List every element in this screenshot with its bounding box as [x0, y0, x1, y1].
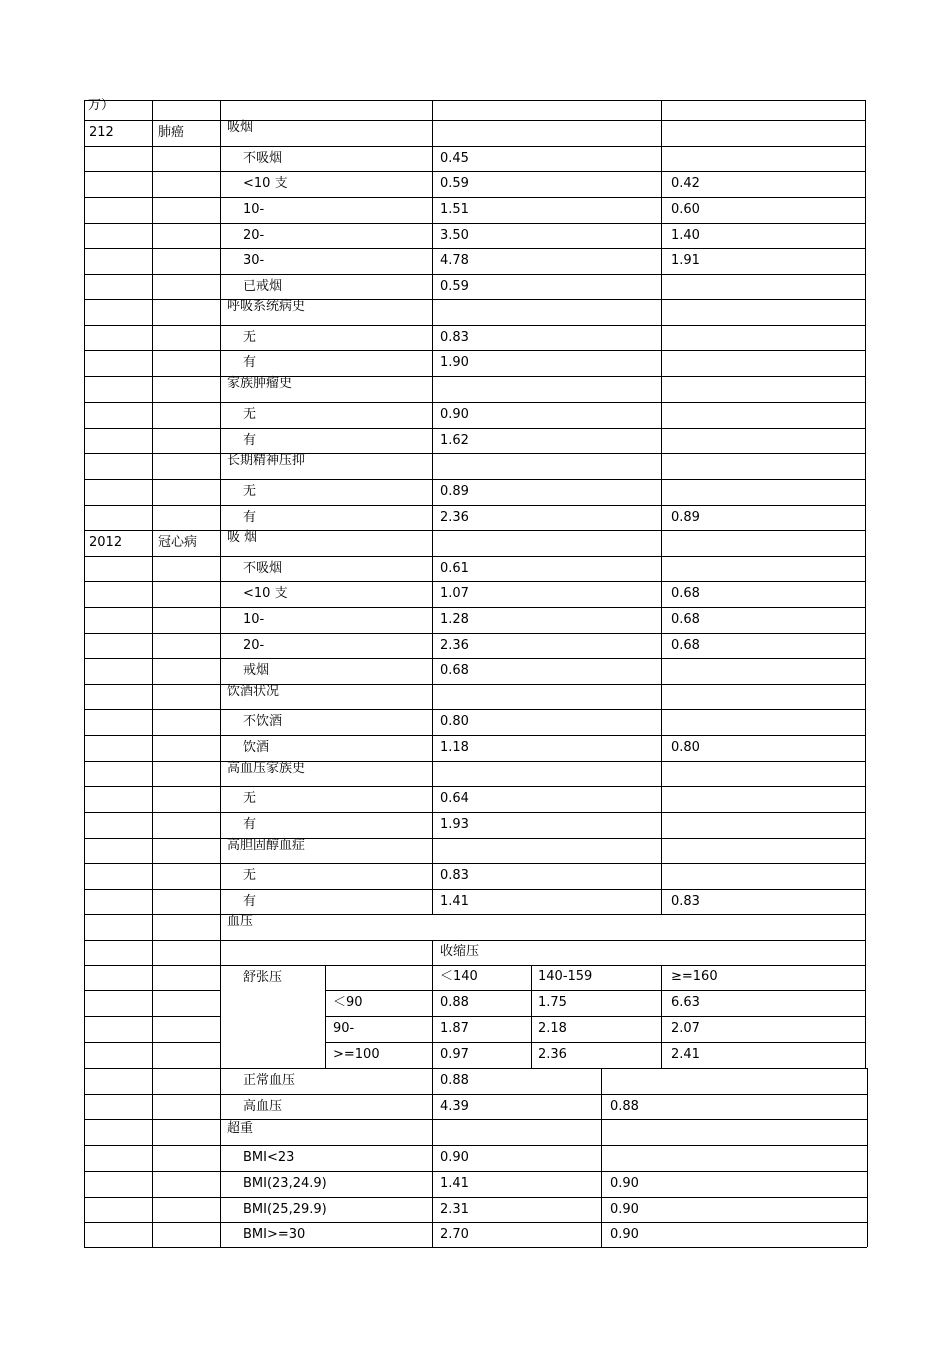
table-rule: [84, 838, 865, 839]
rr-value: 0.90: [440, 407, 469, 422]
disease-cell: 肺癌: [158, 125, 185, 140]
systolic-band: 140-159: [538, 969, 593, 984]
table-rule: [661, 965, 662, 1068]
factor-level: 无: [243, 791, 257, 806]
table-rule: [325, 1042, 865, 1043]
diastolic-band: ＜90: [333, 995, 363, 1010]
table-rule: [84, 786, 865, 787]
factor-heading: 吸烟: [227, 120, 254, 135]
rr-value: 2.70: [440, 1226, 469, 1242]
rr-value: 2.31: [440, 1201, 469, 1217]
table-rule: [325, 990, 865, 991]
year-cell: 212: [89, 125, 114, 140]
bp-value: 2.41: [671, 1047, 700, 1062]
rr-value: 1.07: [440, 586, 469, 601]
adjusted-value: 0.90: [610, 1201, 639, 1217]
table-rule: [84, 761, 865, 762]
rr-value: 2.36: [440, 509, 469, 525]
table-rule: [84, 1094, 867, 1095]
factor-level: 有: [243, 509, 257, 525]
rr-value: 1.41: [440, 1176, 469, 1191]
table-rule: [84, 709, 865, 710]
adjusted-value: 0.42: [671, 176, 700, 191]
adjusted-value: 0.83: [671, 893, 700, 909]
table-rule: [432, 940, 433, 1068]
factor-level: 有: [243, 432, 257, 448]
rr-value: 0.90: [440, 1150, 469, 1165]
table-rule: [220, 965, 325, 966]
table-rule: [84, 990, 220, 991]
factor-level: 20-: [243, 227, 265, 243]
rr-value: 0.89: [440, 484, 469, 499]
table-rule: [84, 812, 865, 813]
table-rule: [325, 965, 326, 1068]
rr-value: 0.61: [440, 560, 469, 576]
table-rule: [84, 607, 865, 608]
table-rule: [84, 965, 220, 966]
rr-value: 1.51: [440, 202, 469, 217]
factor-level: <10 支: [243, 176, 288, 191]
factor-level: 10-: [243, 612, 265, 627]
factor-heading: 高血压家族史: [227, 761, 306, 776]
bp-value: 0.88: [440, 995, 469, 1010]
diastolic-label: 舒张压: [243, 970, 283, 985]
table-rule: [84, 453, 865, 454]
table-rule: [84, 1068, 867, 1069]
table-rule: [84, 402, 865, 403]
table-rule: [531, 965, 532, 1068]
adjusted-value: 0.68: [671, 637, 700, 653]
rr-value: 1.28: [440, 612, 469, 627]
factor-heading: 长期精神压抑: [227, 453, 306, 468]
table-rule: [84, 248, 865, 249]
header-fragment: 万）: [88, 98, 115, 113]
table-rule: [84, 146, 865, 147]
adjusted-value: 0.90: [610, 1226, 639, 1242]
table-rule: [432, 940, 865, 941]
rr-value: 0.64: [440, 791, 469, 806]
rr-value: 0.59: [440, 176, 469, 191]
table-rule: [84, 1247, 867, 1248]
table-rule: [84, 658, 865, 659]
table-rule: [84, 197, 865, 198]
factor-level: 10-: [243, 202, 265, 217]
table-rule: [84, 914, 865, 915]
table-rule: [325, 965, 865, 966]
table-rule: [84, 633, 865, 634]
disease-cell: 冠心病: [158, 535, 198, 550]
factor-level: 戒烟: [243, 663, 270, 678]
table-rule: [84, 1171, 867, 1172]
rr-value: 1.18: [440, 740, 469, 755]
table-rule: [84, 889, 865, 890]
factor-heading: 家族肿瘤史: [227, 376, 293, 391]
factor-level: BMI>=30: [243, 1226, 306, 1242]
factor-level: 20-: [243, 637, 265, 653]
systolic-band: ＜140: [440, 969, 478, 984]
factor-level: 有: [243, 817, 257, 832]
rr-value: 0.59: [440, 278, 469, 294]
systolic-band: ≥=160: [671, 969, 718, 984]
factor-level: 高血压: [243, 1098, 283, 1114]
table-rule: [84, 274, 865, 275]
table-rule: [84, 735, 865, 736]
rr-value: 4.78: [440, 253, 469, 268]
rr-value: 1.41: [440, 893, 469, 909]
rr-value: 1.62: [440, 432, 469, 448]
rr-value: 3.50: [440, 227, 469, 243]
factor-heading: 高胆固醇血症: [227, 838, 306, 853]
adjusted-value: 0.60: [671, 202, 700, 217]
table-rule: [84, 684, 865, 685]
table-rule: [84, 530, 865, 531]
bp-value: 6.63: [671, 995, 700, 1010]
bp-value: 2.36: [538, 1047, 567, 1062]
table-rule: [84, 325, 865, 326]
factor-heading: 呼吸系统病史: [227, 299, 306, 314]
factor-level: 无: [243, 329, 257, 345]
factor-heading: 饮酒状况: [227, 684, 280, 699]
factor-level: 无: [243, 868, 257, 883]
table-rule: [84, 863, 865, 864]
table-rule: [84, 428, 865, 429]
table-rule: [84, 171, 865, 172]
factor-level: 不吸烟: [243, 560, 283, 576]
table-rule: [84, 299, 865, 300]
table-rule: [84, 350, 865, 351]
factor-level: <10 支: [243, 586, 288, 601]
table-rule: [84, 1119, 867, 1120]
table-rule: [84, 581, 865, 582]
table-rule: [432, 100, 433, 914]
table-rule: [601, 1068, 602, 1247]
rr-value: 0.45: [440, 150, 469, 166]
adjusted-value: 0.88: [610, 1098, 639, 1114]
factor-level: BMI(23,24.9): [243, 1176, 327, 1191]
rr-value: 0.88: [440, 1073, 469, 1088]
adjusted-value: 1.91: [671, 253, 700, 268]
factor-level: BMI(25,29.9): [243, 1201, 327, 1217]
bp-value: 1.75: [538, 995, 567, 1010]
rr-value: 0.83: [440, 868, 469, 883]
table-rule: [84, 223, 865, 224]
factor-level: 有: [243, 355, 257, 370]
factor-level: 30-: [243, 253, 265, 268]
table-rule: [84, 1016, 220, 1017]
table-rule: [432, 1068, 433, 1247]
bp-value: 2.18: [538, 1021, 567, 1036]
adjusted-value: 0.90: [610, 1176, 639, 1191]
rr-value: 0.83: [440, 329, 469, 345]
table-rule: [84, 120, 865, 121]
table-rule: [84, 100, 85, 1247]
table-rule: [84, 100, 865, 101]
rr-value: 1.90: [440, 355, 469, 370]
systolic-label: 收缩压: [440, 944, 480, 959]
bp-value: 2.07: [671, 1021, 700, 1036]
factor-level: 不饮酒: [243, 714, 283, 729]
table-rule: [220, 100, 221, 1247]
factor-level: 无: [243, 484, 257, 499]
factor-heading: 血压: [227, 914, 254, 929]
adjusted-value: 0.68: [671, 612, 700, 627]
table-rule: [867, 1068, 868, 1247]
rr-value: 4.39: [440, 1098, 469, 1114]
diastolic-band: >=100: [333, 1047, 380, 1062]
table-rule: [84, 376, 865, 377]
factor-heading: 吸 烟: [227, 530, 258, 545]
table-rule: [152, 100, 153, 1247]
factor-level: 不吸烟: [243, 150, 283, 166]
rr-value: 0.68: [440, 663, 469, 678]
rr-value: 1.93: [440, 817, 469, 832]
factor-level: BMI<23: [243, 1150, 295, 1165]
table-rule: [865, 100, 866, 1068]
rr-value: 2.36: [440, 637, 469, 653]
table-rule: [84, 1042, 220, 1043]
table-rule: [84, 556, 865, 557]
table-rule: [84, 1145, 867, 1146]
factor-level: 无: [243, 407, 257, 422]
adjusted-value: 0.89: [671, 509, 700, 525]
factor-level: 正常血压: [243, 1073, 296, 1088]
rr-value: 0.80: [440, 714, 469, 729]
table-rule: [84, 505, 865, 506]
table-rule: [84, 1197, 867, 1198]
adjusted-value: 0.80: [671, 740, 700, 755]
table-rule: [661, 100, 662, 914]
table-rule: [84, 479, 865, 480]
adjusted-value: 1.40: [671, 227, 700, 243]
bp-value: 1.87: [440, 1021, 469, 1036]
factor-heading: 超重: [227, 1121, 254, 1136]
factor-level: 已戒烟: [243, 278, 283, 294]
factor-level: 有: [243, 893, 257, 909]
year-cell: 2012: [89, 535, 123, 550]
table-rule: [84, 1222, 867, 1223]
table-rule: [325, 1016, 865, 1017]
adjusted-value: 0.68: [671, 586, 700, 601]
bp-value: 0.97: [440, 1047, 469, 1062]
factor-level: 饮酒: [243, 740, 270, 755]
diastolic-band: 90-: [333, 1021, 355, 1036]
